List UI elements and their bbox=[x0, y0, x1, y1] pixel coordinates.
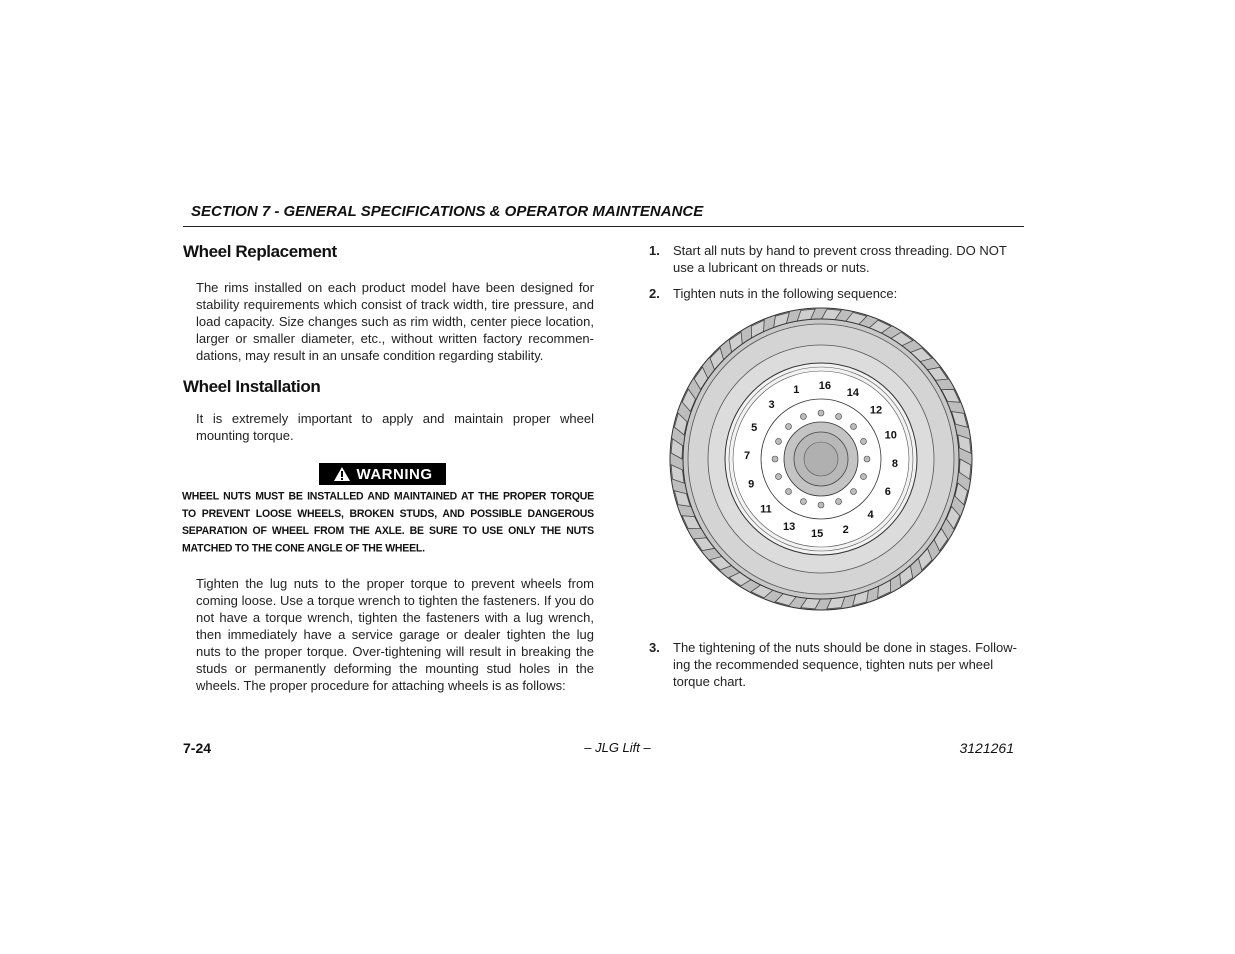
sequence-label: 12 bbox=[869, 404, 883, 417]
wheel-replacement-heading: Wheel Replacement bbox=[183, 242, 337, 261]
step-text: The tightening of the nuts should be done in stages. Follow-ing the recommended sequence, tighten nuts per wheel torque chart. bbox=[673, 640, 1017, 689]
warning-triangle-icon bbox=[333, 466, 351, 482]
stud-hole bbox=[864, 456, 870, 462]
sequence-label: 7 bbox=[744, 450, 751, 463]
wheel-installation-heading: Wheel Installation bbox=[183, 377, 321, 396]
section-title: SECTION 7 - GENERAL SPECIFICATIONS & OPERATOR MAINTENANCE bbox=[191, 203, 704, 220]
sequence-label: 15 bbox=[810, 527, 824, 540]
stud-hole bbox=[772, 456, 778, 462]
stud-hole bbox=[851, 424, 857, 430]
footer-center: – JLG Lift – bbox=[584, 740, 651, 755]
sequence-label: 14 bbox=[846, 387, 860, 400]
stud-hole bbox=[836, 414, 842, 420]
sequence-label: 9 bbox=[748, 478, 755, 491]
sequence-label: 10 bbox=[884, 429, 897, 442]
warning-badge bbox=[319, 463, 446, 485]
sequence-label: 6 bbox=[884, 485, 891, 498]
step-number: 3. bbox=[649, 640, 660, 655]
stud-hole bbox=[776, 438, 782, 444]
wheel-torque-sequence-figure bbox=[668, 304, 978, 612]
header-rule bbox=[183, 226, 1024, 227]
warning-text: WHEEL NUTS MUST BE INSTALLED AND MAINTAINED AT THE PROPER TORQUE TO PREVENT LOOSE WHEELS, BROKEN STUDS, AND POSSIBLE DANGEROUS SEPARATION OF WHEEL FROM THE AXLE. BE SURE TO USE ONLY THE NUTS MATCHED TO THE CONE ANGLE OF THE WHEEL. bbox=[182, 490, 594, 555]
step-text: Start all nuts by hand to prevent cross threading. DO NOT use a lubricant on threads or nuts. bbox=[673, 243, 1007, 275]
lug-nuts-body: Tighten the lug nuts to the proper torque to prevent wheels from coming loose. Use a torque wrench to tighten the fasteners. If you do not have a torque wrench, tighten the fasteners with a lug wrench, then immediately have a service garage or dealer tighten the lug nuts to the proper torque. Over-tightening will result in breaking the studs or permanently deforming the mounting stud holes in the wheels. The proper procedure for attaching wheels is as follows: bbox=[196, 576, 594, 693]
wheel-replacement-body: The rims installed on each product model have been designed for stability requirements which consist of track width, tire pressure, and load capacity. Size changes such as rim width, center piece location, larger or smaller diameter, etc., without written factory recommen-dations, may result in an unsafe condition regarding stability. bbox=[196, 280, 594, 363]
stud-hole bbox=[836, 499, 842, 505]
stud-hole bbox=[776, 474, 782, 480]
sequence-label: 8 bbox=[891, 457, 898, 470]
sequence-label: 1 bbox=[793, 384, 800, 397]
sequence-label: 13 bbox=[782, 520, 796, 533]
sequence-label: 11 bbox=[760, 503, 772, 516]
stud-hole bbox=[861, 474, 867, 480]
wheel-installation-body: It is extremely important to apply and maintain proper wheel mounting torque. bbox=[196, 411, 594, 443]
page-number: 7-24 bbox=[183, 740, 212, 756]
sequence-label: 2 bbox=[842, 523, 849, 536]
stud-hole bbox=[800, 499, 806, 505]
stud-hole bbox=[861, 438, 867, 444]
document-number: 3121261 bbox=[959, 740, 1014, 756]
stud-hole bbox=[851, 489, 857, 495]
stud-hole bbox=[786, 424, 792, 430]
sequence-label: 3 bbox=[768, 399, 775, 411]
sequence-label: 5 bbox=[751, 422, 758, 435]
warning-label: WARNING bbox=[356, 465, 433, 483]
stud-hole bbox=[818, 502, 824, 508]
step-number: 1. bbox=[649, 243, 660, 258]
stud-hole bbox=[800, 414, 806, 420]
stud-hole bbox=[818, 410, 824, 416]
stud-hole bbox=[786, 489, 792, 495]
step-text: Tighten nuts in the following sequence: bbox=[673, 286, 898, 301]
sequence-label: 4 bbox=[867, 509, 874, 521]
sequence-label: 16 bbox=[818, 380, 832, 393]
step-number: 2. bbox=[649, 286, 660, 301]
